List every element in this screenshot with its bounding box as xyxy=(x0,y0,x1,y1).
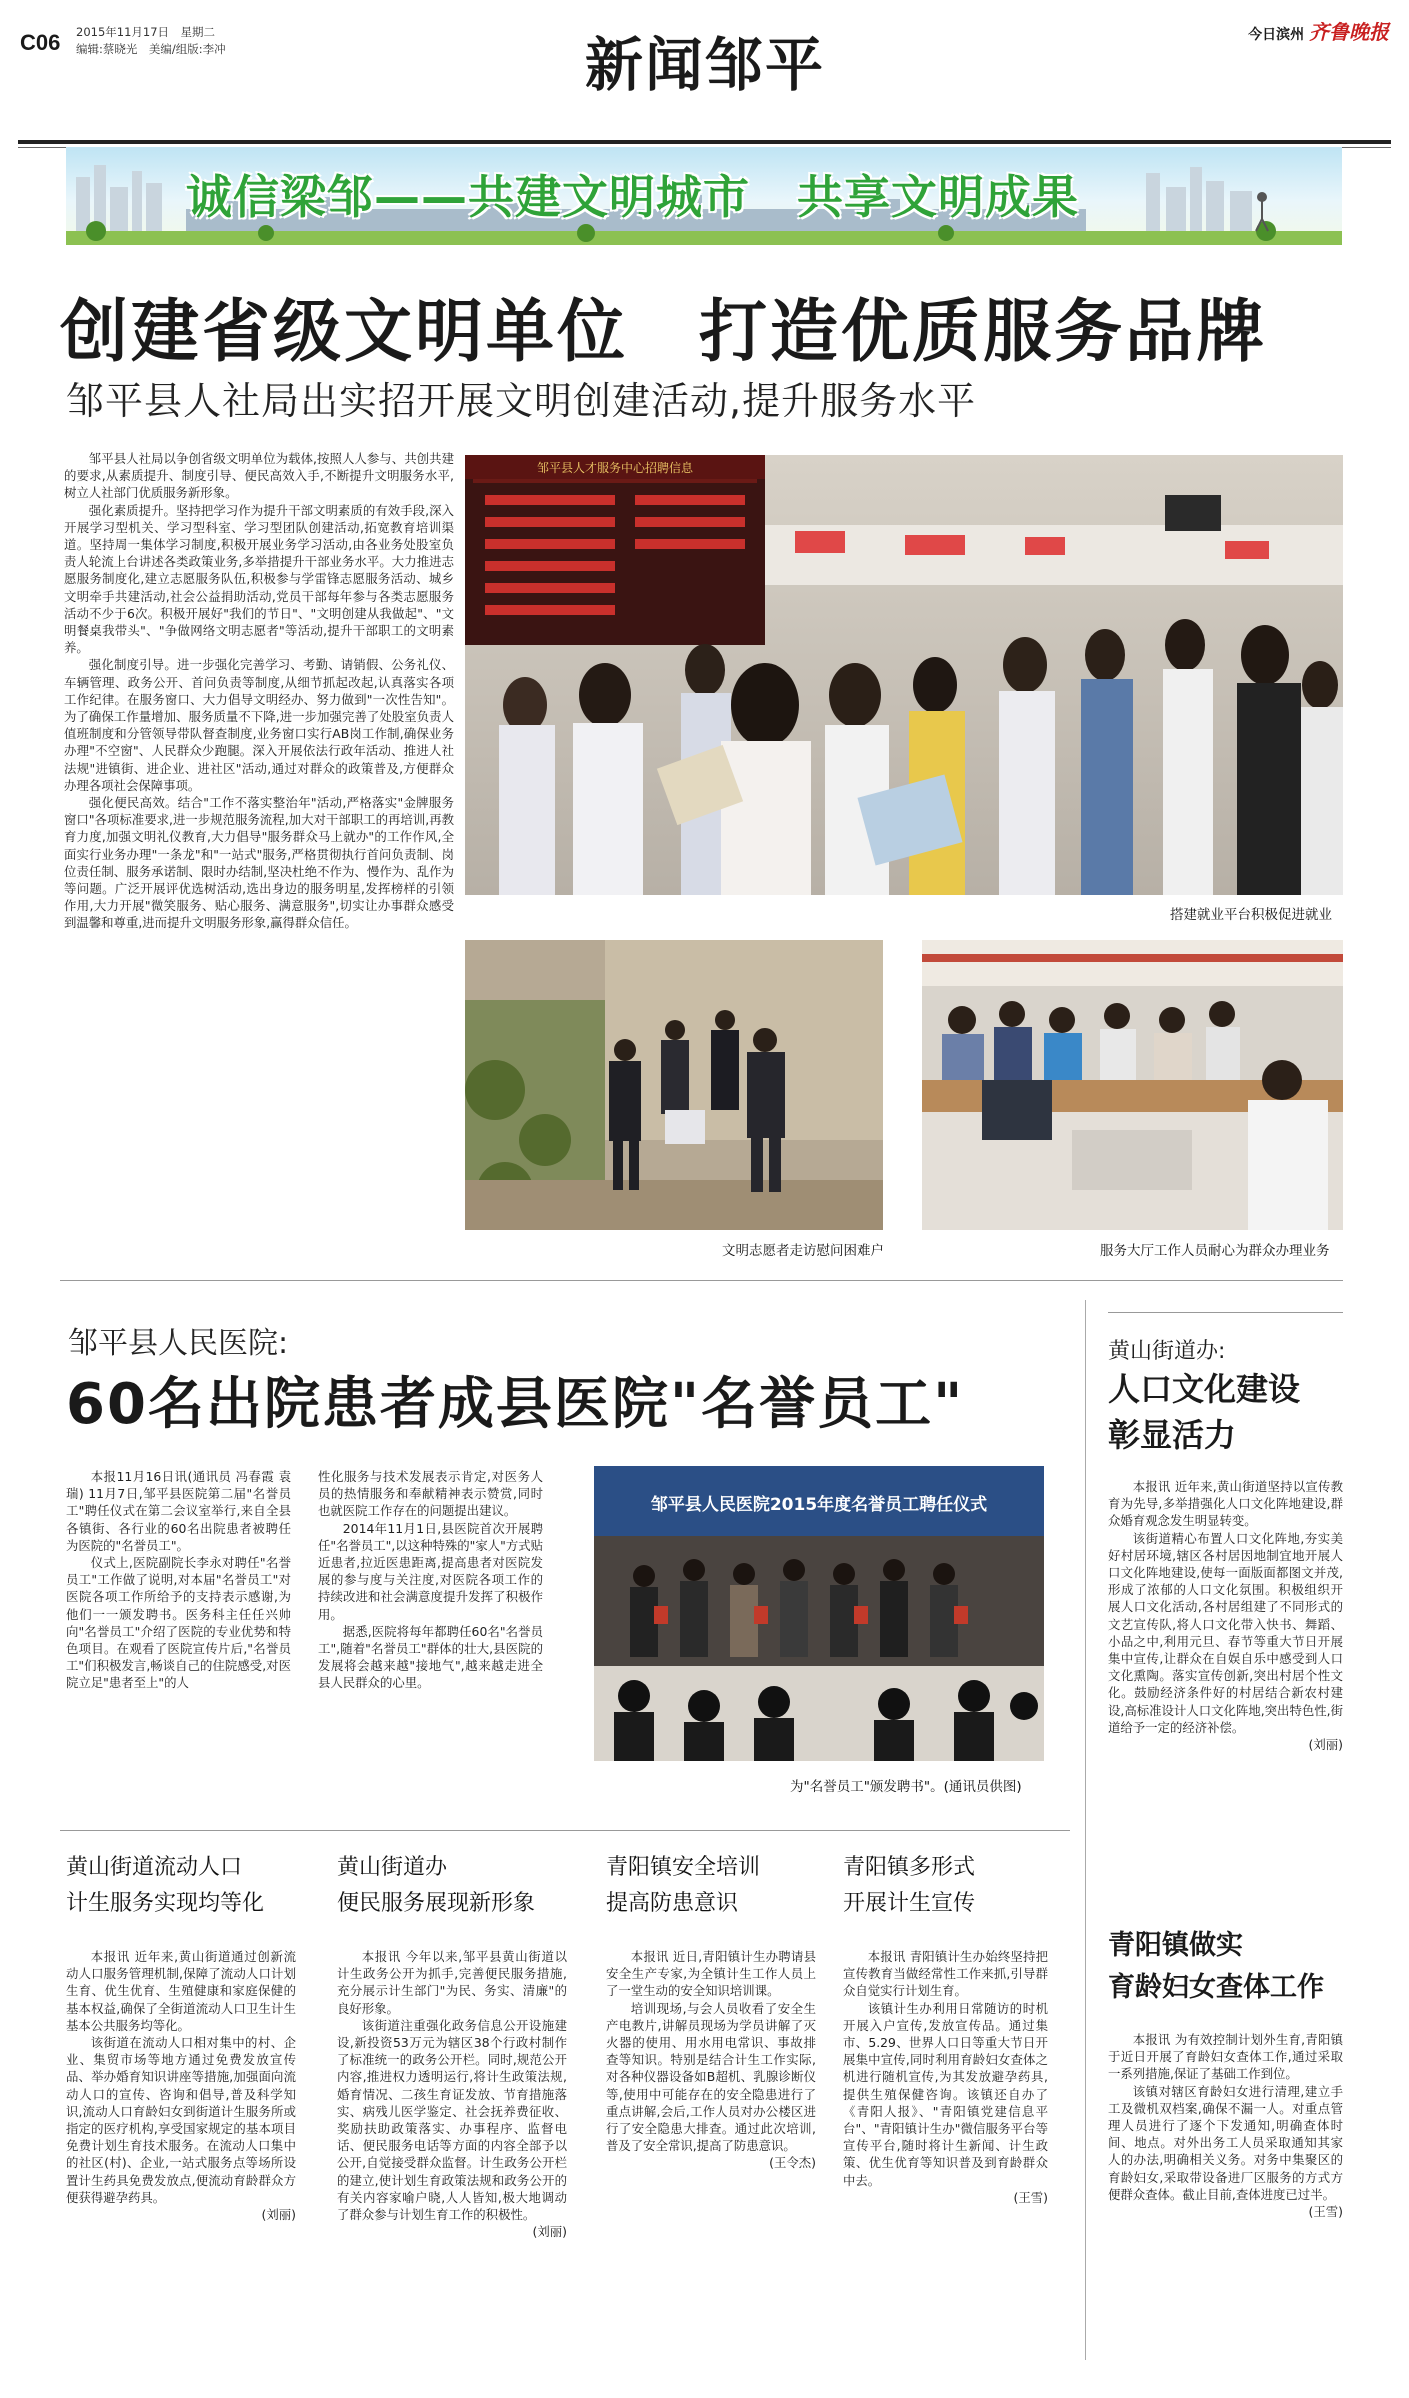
sidebar-headline xyxy=(1108,1366,1300,1458)
brief-author: (王雪) xyxy=(1308,2204,1343,2220)
sidebar-paragraph: 该街道精心布置人口文化阵地,夯实美好村居环境,辖区各村居因地制宜地开展人口文化阵地建设,使每一面版面都图文并茂,形成了浓郁的人口文化氛围。积极组织开展人口文化活动,各村居组建了不同形式的文艺宣传队,将人口文化带入快书、舞蹈、小品之中,利用元旦、春节等重大节日开展集中宣传,让群众在自娱自乐中感受到人口文化熏陶。落实宣传创新,突出村居个性文化。鼓励经济条件好的村居结合新农村建设,高标准设计人口文化阵地,突出特色性,街道给予一定的经济补偿。 xyxy=(1108,1530,1343,1735)
brief-body xyxy=(66,1948,296,2398)
hospital-kicker: 邹平县人民医院: xyxy=(68,1326,289,1361)
volunteer-visit-photo xyxy=(465,940,883,1230)
brief-4 xyxy=(843,1850,1048,2398)
brief-1 xyxy=(66,1850,296,2398)
masthead-title: 新闻邹平 xyxy=(584,31,825,99)
column-divider xyxy=(1085,1300,1086,2360)
hospital-paragraph: 仪式上,医院副院长李永对聘任"名誉员工"工作做了说明,对本届"名誉员工"对医院各项工作所给予的支持表示感谢,为他们一一颁发聘书。医务科主任任兴帅向"名誉员工"介绍了医院的专业优势和特色项目。在观看了医院宣传片后,"名誉员工"们积极发言,畅谈自己的住院感受,对医院立足"患者至上"的人 xyxy=(66,1555,291,1691)
brief-headline-line: 黄山街道办 xyxy=(337,1855,448,1880)
lead-paragraph: 强化制度引导。进一步强化完善学习、考勤、请销假、公务礼仪、车辆管理、政务公开、首问负责等制度,从细节抓起改起,认真落实各项工作纪律。在服务窗口、大力倡导文明经办、努力做到"一次性告知"。为了确保工作量增加、服务质量不下降,进一步加强完善了处股室负责人值班制度和分管领导带队督查制度,业务窗口实行AB岗工作制,确保业务办理"不空窗"、人民群众少跑腿。深入开展依法行政年活动、推进人社法规"进镇街、进企业、进社区"活动,通过对群众的政策普及,方便群众办理各项社会保障事项。 xyxy=(64,657,454,793)
briefs-divider xyxy=(60,1830,1070,1831)
brief-headline-line: 青阳镇多形式 xyxy=(843,1855,976,1880)
section-divider xyxy=(60,1280,1343,1281)
brief-paragraph: 本报讯 为有效控制计划外生育,青阳镇于近日开展了育龄妇女查体工作,通过采取一系列措施,保证了基础工作到位。 xyxy=(1108,2032,1343,2082)
newspaper-logo: 齐鲁晚报 xyxy=(1309,20,1389,44)
sidebar-kicker: 黄山街道办: xyxy=(1108,1339,1226,1364)
brief-paragraph: 本报讯 近年来,黄山街道通过创新流动人口服务管理机制,保障了流动人口计划生育、优生优育、生殖健康和家庭保健的基本权益,确保了全街道流动人口卫生计生基本公共服务均等化。 xyxy=(66,1949,296,2033)
editor-credits: 编辑:蔡晓光 美编/组版:李冲 xyxy=(76,42,226,56)
brief-headline xyxy=(843,1850,1048,1922)
photo-caption-job-fair: 搭建就业平台积极促进就业 xyxy=(1170,907,1332,923)
hospital-ceremony-illustration xyxy=(594,1466,1044,1761)
brief-headline-line: 青阳镇做实 xyxy=(1108,1930,1243,1961)
sidebar-author: (刘丽) xyxy=(1308,1737,1343,1753)
lead-paragraph: 强化便民高效。结合"工作不落实整治年"活动,严格落实"金牌服务窗口"各项标准要求,进一步规范服务流程,加大对干部职工的再培训,再教育力度,加强文明礼仪教育,大力倡导"服务群众马上就办"的工作作风,全面实行业务办理"一条龙"和"一站式"服务,严格贯彻执行首问负责制、岗位责任制、服务承诺制、限时办结制,坚决杜绝不作为、慢作为、乱作为等问题。广泛开展评优选树活动,选出身边的服务明星,发挥榜样的引领作用,大力开展"微笑服务、贴心服务、满意服务",切实让办事群众感受到温馨和尊重,进而提升文明服务形象,赢得群众信任。 xyxy=(64,795,454,931)
header-rule xyxy=(18,140,1391,144)
lead-subheadline: 邹平县人社局出实招开展文明创建活动,提升服务水平 xyxy=(66,379,977,423)
hospital-body-col1 xyxy=(66,1468,291,1808)
sidebar-headline-line: 人口文化建设 xyxy=(1108,1370,1301,1408)
issue-date: 2015年11月17日 星期二 xyxy=(76,25,216,39)
sidebar-paragraph: 本报讯 近年来,黄山街道坚持以宣传教育为先导,多举措强化人口文化阵地建设,群众婚育观念发生明显转变。 xyxy=(1108,1479,1343,1529)
hospital-body-col2 xyxy=(318,1468,543,1808)
brief-3 xyxy=(606,1850,816,2398)
hospital-headline: 60名出院患者成县医院"名誉员工" xyxy=(66,1372,965,1437)
brief-headline-line: 育龄妇女查体工作 xyxy=(1108,1972,1324,2003)
hospital-photo-caption: 为"名誉员工"颁发聘书"。(通讯员供图) xyxy=(790,1779,1022,1795)
brief-headline xyxy=(66,1850,296,1922)
banner-slogan: 诚信梁邹——共建文明城市 共享文明成果 xyxy=(186,170,1079,224)
brief-headline-line: 计生服务实现均等化 xyxy=(66,1891,265,1916)
brief-author: (王令杰) xyxy=(769,2155,816,2171)
brief-paragraph: 本报讯 今年以来,邹平县黄山街道以计生政务公开为抓手,完善便民服务措施,充分展示计生部门"为民、务实、清廉"的良好形象。 xyxy=(337,1949,567,2016)
brief-body xyxy=(337,1948,567,2398)
brief-headline-line: 开展计生宣传 xyxy=(843,1891,976,1916)
brief-headline-line: 青阳镇安全培训 xyxy=(606,1855,761,1880)
brief-author: (刘丽) xyxy=(532,2224,567,2240)
brief-author: (刘丽) xyxy=(261,2207,296,2223)
brief-headline xyxy=(1108,1925,1343,2009)
lead-headline: 创建省级文明单位 打造优质服务品牌 xyxy=(60,293,1268,372)
brief-body xyxy=(606,1948,816,2398)
brief-5 xyxy=(1108,1925,1343,2391)
page-number: C06 xyxy=(20,30,61,55)
hospital-paragraph: 本报11月16日讯(通讯员 冯春霞 袁瑞) 11月7日,邹平县医院第二届"名誉员工"聘任仪式在第二会议室举行,来自全县各镇街、各行业的60名出院患者被聘任为医院的"名誉员工"。 xyxy=(66,1469,291,1553)
sidebar-body-text xyxy=(1108,1478,1343,1858)
brief-paragraph: 本报讯 近日,青阳镇计生办聘请县安全生产专家,为全镇计生工作人员上了一堂生动的安全知识培训课。 xyxy=(606,1949,816,1999)
brief-author: (王雪) xyxy=(1013,2189,1048,2205)
brief-body xyxy=(1108,2031,1343,2391)
brief-headline-line: 提高防患意识 xyxy=(606,1891,739,1916)
brief-headline-line: 便民服务展现新形象 xyxy=(337,1891,536,1916)
brief-paragraph: 该街道在流动人口相对集中的村、企业、集贸市场等地方通过免费发放宣传品、举办婚育知识讲座等措施,加强面向流动人口的宣传、咨询和倡导,普及科学知识,流动人口育龄妇女到街道计生服务所或指定的医疗机构,享受国家规定的基本项目免费计划生育技术服务。在流动人口集中的社区(村)、企业,一站式服务点等场所设置计生药具免费发放点,便流动育龄群众方便获得避孕药具。 xyxy=(66,2035,296,2205)
sidebar-headline-line: 彰显活力 xyxy=(1108,1416,1237,1454)
job-fair-illustration xyxy=(465,455,1343,895)
brief-headline xyxy=(337,1850,567,1922)
brief-paragraph: 该街道注重强化政务信息公开设施建设,新投资53万元为辖区38个行政村制作了标准统一的政务公开栏。同时,规范公开内容,推进权力透明运行,将计生政策法规,婚育情况、二孩生育证发放、节育措施落实、病残儿医学鉴定、社会抚养费征收、奖励扶助政策落实、办事程序、监督电话、便民服务电话等方面的内容全部予以公开,自觉接受群众监督。计生政务公开栏的建立,使计划生育政策法规和政务公开的有关内容家喻户晓,人人皆知,极大地调动了群众参与计划生育工作的积极性。 xyxy=(337,2017,567,2223)
brief-paragraph: 该镇对辖区育龄妇女进行清理,建立手工及微机双档案,确保不漏一人。对重点管理人员进行了逐个下发通知,明确查体时间、地点。对外出务工人员采取通知其家人的办法,明确相关义务。对务中集聚区的育龄妇女,采取带设备进厂区服务的方式方便群众查体。截止目前,查体进度已过半。 xyxy=(1108,2083,1343,2202)
lead-paragraph: 强化素质提升。坚持把学习作为提升干部文明素质的有效手段,深入开展学习型机关、学习型科室、学习型团队创建活动,拓宽教育培训渠道。坚持周一集体学习制度,积极开展业务学习活动,由各业务处股室负责人轮流上台讲述各类政策业务,多举措提升干部业务水平。大力推进志愿服务制度化,建立志愿服务队伍,积极参与学雷锋志愿服务活动、城乡文明牵手共建活动,社会公益捐助活动,党员干部每年参与各类志愿服务活动不少于6次。积极开展好"我们的节日"、"文明创建从我做起"、"文明餐桌我带头"、"争做网络文明志愿者"等活动,提升干部职工的文明素养。 xyxy=(64,502,454,656)
brief-paragraph: 本报讯 青阳镇计生办始终坚持把宣传教育当做经常性工作来抓,引导群众自觉实行计划生育。 xyxy=(843,1949,1048,1999)
brief-paragraph: 该镇计生办利用日常随访的时机开展入户宣传,发放宣传品。通过集市、5.29、世界人口日等重大节日开展集中宣传,同时利用育龄妇女查体之机进行随机宣传,为其发放避孕药具,提供生殖保健咨询。该镇还自办了《青阳人报》、"青阳镇党建信息平台"、"青阳镇计生办"微信服务平台等宣传平台,随时将计生新闻、计生政策、优生优育等知识普及到育龄群众中去。 xyxy=(843,2000,1048,2188)
hospital-ceremony-photo xyxy=(594,1466,1044,1761)
led-board-text: 邹平县人才服务中心招聘信息 xyxy=(536,461,694,475)
sidebar-top-rule xyxy=(1108,1312,1343,1313)
photo-caption-service-hall: 服务大厅工作人员耐心为群众办理业务 xyxy=(1100,1243,1330,1259)
photo-caption-volunteers: 文明志愿者走访慰问困难户 xyxy=(722,1243,884,1259)
edition-label xyxy=(1248,16,1389,45)
lead-paragraph: 邹平县人社局以争创省级文明单位为载体,按照人人参与、共创共建的要求,从素质提升、制度引导、便民高效入手,不断提升文明服务水平,树立人社部门优质服务新形象。 xyxy=(64,451,454,501)
service-hall-illustration xyxy=(922,940,1343,1230)
service-hall-photo xyxy=(922,940,1343,1230)
hospital-paragraph: 性化服务与技术发展表示肯定,对医务人员的热情服务和奉献精神表示赞赏,同时也就医院工作存在的问题提出建议。 xyxy=(318,1469,543,1519)
civilization-banner xyxy=(66,147,1342,245)
brief-headline xyxy=(606,1850,816,1922)
job-fair-photo xyxy=(465,455,1343,895)
volunteer-illustration xyxy=(465,940,883,1230)
brief-paragraph: 培训现场,与会人员收看了安全生产电教片,讲解员现场为学员讲解了灭火器的使用、用水用电常识、事故排查等知识。特别是结合计生工作实际,对各种仪器设备如B超机、乳腺诊断仪等,使用中可能存在的安全隐患进行了重点讲解,会后,工作人员对办公楼区进行了安全隐患大排查。通过此次培训,普及了安全常识,提高了防患意识。 xyxy=(606,2000,816,2154)
hospital-paragraph: 2014年11月1日,县医院首次开展聘任"名誉员工",以这种特殊的"家人"方式贴近患者,拉近医患距离,提高患者对医院发展的参与度与关注度,对医院各项工作的持续改进和社会满意度提升发挥了积极作用。 xyxy=(318,1520,543,1622)
ceremony-backdrop-text: 邹平县人民医院2015年度名誉员工聘任仪式 xyxy=(650,1495,988,1515)
edition-name: 今日滨州 xyxy=(1248,27,1305,43)
brief-headline-line: 黄山街道流动人口 xyxy=(66,1855,243,1880)
brief-body xyxy=(843,1948,1048,2398)
hospital-paragraph: 据悉,医院将每年都聘任60名"名誉员工",随着"名誉员工"群体的壮大,县医院的发展将会越来越"接地气",越来越走进全县人民群众的心里。 xyxy=(318,1623,543,1691)
lead-body-text xyxy=(64,450,454,1260)
brief-2 xyxy=(337,1850,567,2398)
